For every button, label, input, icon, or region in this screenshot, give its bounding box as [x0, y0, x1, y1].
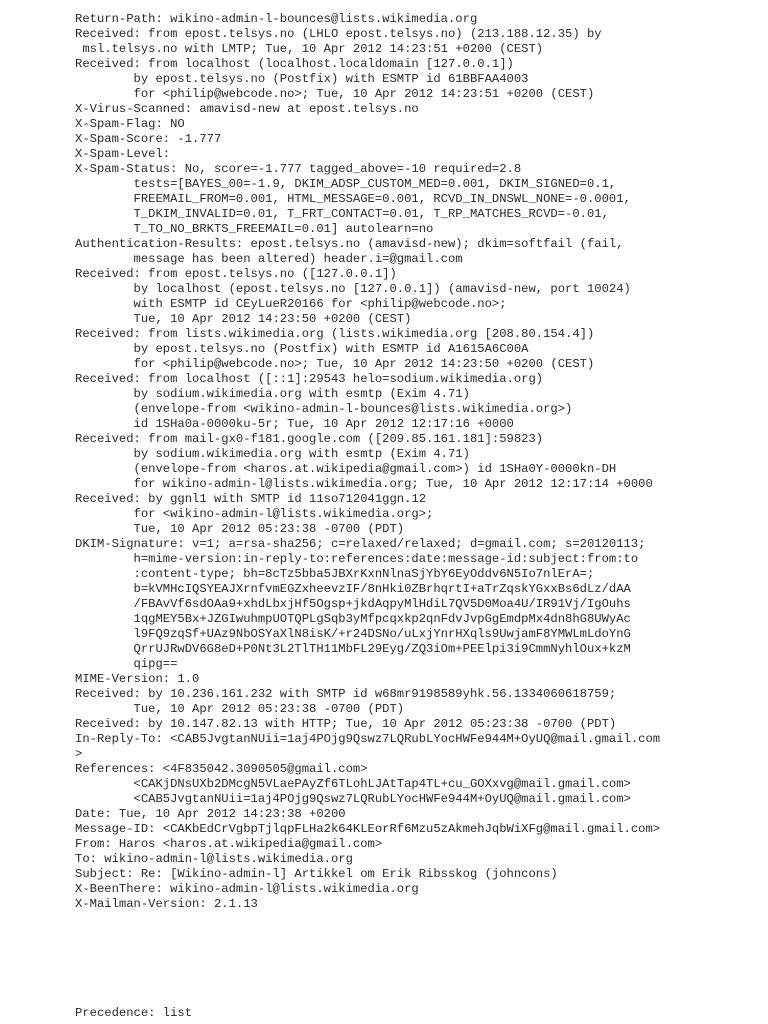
header-line: with ESMTP id CEyLueR20166 for <philip@webcode.no>; — [75, 297, 507, 311]
header-line: X-BeenThere: wikino-admin-l@lists.wikimedia.org — [75, 882, 419, 896]
header-line: by epost.telsys.no (Postfix) with ESMTP id 61BBFAA4003 — [75, 72, 529, 86]
header-line: X-Mailman-Version: 2.1.13 — [75, 897, 258, 911]
header-line: Received: from epost.telsys.no (LHLO epost.telsys.no) (213.188.12.35) by — [75, 27, 602, 41]
header-line: /FBAvVf6sdOAa9+xhdLbxjHf5Ogsp+jkdAqpyMlHdiL7QV5D0Moa4U/IR91Vj/IgOuhs — [75, 597, 631, 611]
header-line: for wikino-admin-l@lists.wikimedia.org; Tue, 10 Apr 2012 12:17:14 +0000 — [75, 477, 653, 491]
header-line: X-Virus-Scanned: amavisd-new at epost.telsys.no — [75, 102, 419, 116]
header-line: Received: from mail-gx0-f181.google.com ([209.85.161.181]:59823) — [75, 432, 544, 446]
header-line: Received: by 10.236.161.232 with SMTP id w68mr9198589yhk.56.1334060618759; — [75, 687, 617, 701]
header-line: Received: from localhost (localhost.localdomain [127.0.0.1]) — [75, 57, 514, 71]
header-line: X-Spam-Score: -1.777 — [75, 132, 222, 146]
email-header-block — [75, 12, 765, 912]
header-line: tests=[BAYES_00=-1.9, DKIM_ADSP_CUSTOM_MED=0.001, DKIM_SIGNED=0.1, — [75, 177, 617, 191]
header-line: To: wikino-admin-l@lists.wikimedia.org — [75, 852, 353, 866]
header-line: Subject: Re: [Wikino-admin-l] Artikkel om Erik Ribsskog (johncons) — [75, 867, 558, 881]
header-line: Date: Tue, 10 Apr 2012 14:23:38 +0200 — [75, 807, 346, 821]
header-line: h=mime-version:in-reply-to:references:date:message-id:subject:from:to — [75, 552, 639, 566]
header-line: for <philip@webcode.no>; Tue, 10 Apr 2012 14:23:50 +0200 (CEST) — [75, 357, 595, 371]
header-line: l9FQ9zqSf+UAz9NbOSYaXlN8isK/+r24DSNo/uLxjYnrHXqls9UwjamF8YMWLmLdoYnG — [75, 627, 631, 641]
header-line: (envelope-from <wikino-admin-l-bounces@lists.wikimedia.org>) — [75, 402, 573, 416]
header-line: msl.telsys.no with LMTP; Tue, 10 Apr 2012 14:23:51 +0200 (CEST) — [75, 42, 544, 56]
header-line: Received: by ggnl1 with SMTP id 11so712041ggn.12 — [75, 492, 427, 506]
header-line: Received: from epost.telsys.no ([127.0.0.1]) — [75, 267, 397, 281]
header-line: In-Reply-To: <CAB5JvgtanNUii=1aj4POjg9Qswz7LQRubLYocHWFe944M+OyUQ@mail.gmail.com — [75, 732, 661, 746]
header-line: T_TO_NO_BRKTS_FREEMAIL=0.01] autolearn=no — [75, 222, 434, 236]
header-line: Return-Path: wikino-admin-l-bounces@lists.wikimedia.org — [75, 12, 478, 26]
header-line: Tue, 10 Apr 2012 05:23:38 -0700 (PDT) — [75, 702, 405, 716]
precedence-header-line: Precedence: list — [75, 1006, 193, 1020]
header-line: X-Spam-Level: — [75, 147, 171, 161]
header-line: QrrUJRwDV6G8eD+P0Nt3L2TlTH11MbFL29Eyg/ZQ3iOm+PEElpi3i9CmmNyhlOux+kzM — [75, 642, 631, 656]
header-line: for <philip@webcode.no>; Tue, 10 Apr 2012 14:23:51 +0200 (CEST) — [75, 87, 595, 101]
header-line: message has been altered) header.i=@gmail.com — [75, 252, 463, 266]
header-line: 1qgMEY5Bx+JZGIwuhmpUOTQPLgSqb3yMfpcqxkp2qnFdvJvpGgEmdpMx4dn8hG8UWyAc — [75, 612, 631, 626]
header-line: From: Haros <haros.at.wikipedia@gmail.com> — [75, 837, 383, 851]
header-line: References: <4F835042.3090505@gmail.com> — [75, 762, 368, 776]
header-line: Received: from lists.wikimedia.org (lists.wikimedia.org [208.80.154.4]) — [75, 327, 595, 341]
header-line: Received: from localhost ([::1]:29543 helo=sodium.wikimedia.org) — [75, 372, 544, 386]
header-line: Tue, 10 Apr 2012 05:23:38 -0700 (PDT) — [75, 522, 405, 536]
header-line: Authentication-Results: epost.telsys.no (amavisd-new); dkim=softfail (fail, — [75, 237, 624, 251]
header-line: X-Spam-Flag: NO — [75, 117, 185, 131]
header-line: id 1SHa0a-0000ku-5r; Tue, 10 Apr 2012 12:17:16 +0000 — [75, 417, 514, 431]
header-line: for <wikino-admin-l@lists.wikimedia.org>; — [75, 507, 434, 521]
header-line: by sodium.wikimedia.org with esmtp (Exim 4.71) — [75, 447, 470, 461]
header-line: FREEMAIL_FROM=0.001, HTML_MESSAGE=0.001, RCVD_IN_DNSWL_NONE=-0.0001, — [75, 192, 631, 206]
header-line: T_DKIM_INVALID=0.01, T_FRT_CONTACT=0.01, T_RP_MATCHES_RCVD=-0.01, — [75, 207, 609, 221]
header-line: (envelope-from <haros.at.wikipedia@gmail.com>) id 1SHa0Y-0000kn-DH — [75, 462, 617, 476]
header-line: Tue, 10 Apr 2012 14:23:50 +0200 (CEST) — [75, 312, 412, 326]
header-line: Received: by 10.147.82.13 with HTTP; Tue, 10 Apr 2012 05:23:38 -0700 (PDT) — [75, 717, 617, 731]
header-line: b=kVMHcIQSYEAJXrnfvmEGZxheevzIF/8nHki0ZBrhqrtI+aTrZqskYGxxBs6dLz/dAA — [75, 582, 631, 596]
header-line: by localhost (epost.telsys.no [127.0.0.1]) (amavisd-new, port 10024) — [75, 282, 631, 296]
header-line: :content-type; bh=8cTz5bba5JBXrKxnNlnaSjYbY6EyOddv6N5Io7nlErA=; — [75, 567, 595, 581]
header-line: <CAKjDNsUXb2DMcgN5VLaePAyZf6TLohLJAtTap4TL+cu_GOXxvg@mail.gmail.com> — [75, 777, 631, 791]
header-line: MIME-Version: 1.0 — [75, 672, 200, 686]
header-line: X-Spam-Status: No, score=-1.777 tagged_above=-10 required=2.8 — [75, 162, 522, 176]
header-line: DKIM-Signature: v=1; a=rsa-sha256; c=relaxed/relaxed; d=gmail.com; s=20120113; — [75, 537, 646, 551]
header-line: by epost.telsys.no (Postfix) with ESMTP id A1615A6C00A — [75, 342, 529, 356]
header-line: > — [75, 747, 83, 761]
header-line: qipg== — [75, 657, 178, 671]
header-line: by sodium.wikimedia.org with esmtp (Exim 4.71) — [75, 387, 470, 401]
header-line: <CAB5JvgtanNUii=1aj4POjg9Qswz7LQRubLYocHWFe944M+OyUQ@mail.gmail.com> — [75, 792, 631, 806]
header-line: Message-ID: <CAKbEdCrVgbpTjlqpFLHa2k64KLEorRf6Mzu5zAkmehJqbWiXFg@mail.gmail.com> — [75, 822, 661, 836]
